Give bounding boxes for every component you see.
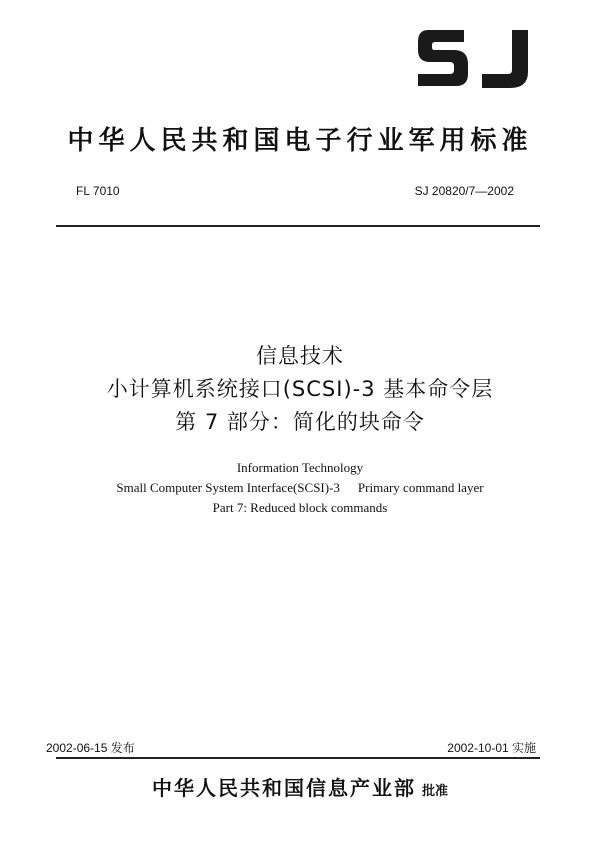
title-en-line1: Information Technology (236, 460, 364, 475)
sj-logo (412, 20, 542, 98)
classification-code: FL 7010 (76, 184, 120, 198)
title-cn-line3: 第 7 部分：简化的块命令 (175, 410, 425, 434)
title-en-line2-sub: Primary command layer (357, 480, 484, 495)
title-cn-line1: 信息技术 (256, 344, 344, 368)
issuer (0, 772, 600, 801)
implementation-date: 2002-10-01 实施 (447, 741, 536, 755)
issuer-approval: 批准 (421, 784, 448, 799)
standard-number: SJ 20820/7—2002 (414, 184, 514, 198)
issue-date: 2002-06-15 发布 (46, 741, 135, 755)
footer-divider (56, 757, 540, 759)
title-en-line2-main: Small Computer System Interface(SCSI)-3 (116, 480, 340, 495)
title-en-line2 (0, 480, 600, 496)
issuer-name: 中华人民共和国信息产业部 (151, 776, 416, 800)
organization-title: 中华人民共和国电子行业军用标准 (67, 126, 533, 156)
title-cn-line2: 小计算机系统接口(SCSI)-3 基本命令层 (106, 377, 494, 401)
header-divider (56, 225, 540, 227)
title-en-line3: Part 7: Reduced block commands (212, 500, 388, 515)
